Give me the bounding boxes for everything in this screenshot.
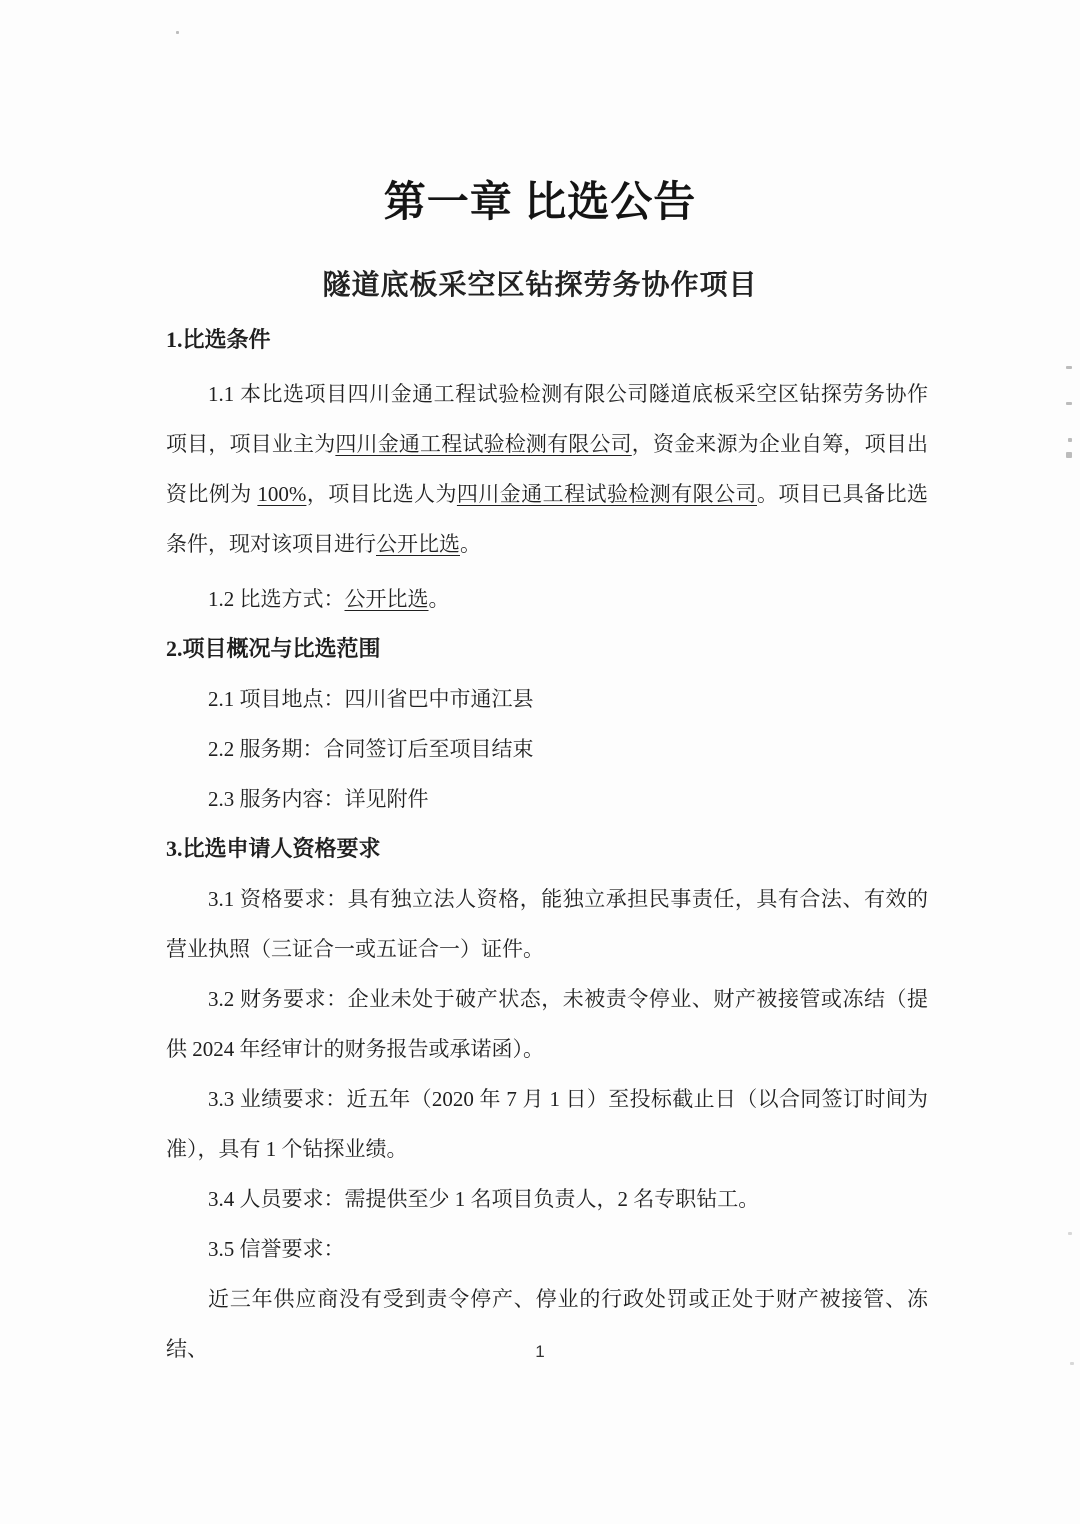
clause-1-1-text: 。项目已具备比选条件，现对该项目进行 — [166, 482, 929, 556]
clause-1-2-text: 。 — [428, 587, 450, 611]
document-body — [166, 315, 928, 1374]
chapter-title: 第一章 比选公告 — [383, 180, 697, 226]
owner-company-underlined: 四川金通工程试验检测有限公司 — [335, 432, 632, 456]
clause-3-4: 3.4 人员要求：需提供至少 1 名项目负责人，2 名专职钻工。 — [208, 1187, 760, 1211]
clause-1-2 — [166, 574, 928, 624]
open-selection-underlined: 公开比选 — [376, 532, 460, 556]
clause-1-1-text: ，资金来源为企业自筹，项目出资比例为 — [166, 432, 929, 506]
clause-1-1 — [166, 369, 928, 569]
scan-artifact — [1068, 438, 1072, 442]
funding-ratio-underlined: 100% — [257, 482, 307, 506]
section-3-heading: 3.比选申请人资格要求 — [166, 836, 381, 861]
clause-1-1-text: 1.1 本比选项目四川金通工程试验检测有限公司隧道底板采空区钻探劳务协作项目，项目业主为 — [166, 382, 928, 456]
clause-3-3: 3.3 业绩要求：近五年（2020 年 7 月 1 日）至投标截止日（以合同签订时间为准），具有 1 个钻探业绩。 — [166, 1087, 928, 1161]
scan-artifact — [1068, 1232, 1072, 1235]
selector-company-underlined: 四川金通工程试验检测有限公司 — [456, 482, 757, 506]
scan-artifact — [1070, 1362, 1074, 1365]
selection-method-underlined: 公开比选 — [344, 587, 429, 611]
section-2-heading: 2.项目概况与比选范围 — [166, 636, 381, 661]
clause-3-2: 3.2 财务要求：企业未处于破产状态，未被责令停业、财产被接管或冻结（提供 2024 年经审计的财务报告或承诺函）。 — [166, 987, 928, 1061]
project-subtitle: 隧道底板采空区钻探劳务协作项目 — [322, 270, 758, 301]
scan-artifact — [1066, 402, 1072, 405]
scan-artifact — [1066, 452, 1072, 458]
clause-3-5: 3.5 信誉要求： — [208, 1237, 345, 1261]
clause-2-3: 2.3 服务内容：详见附件 — [208, 787, 429, 811]
clause-1-1-text: ，项目比选人为 — [306, 482, 457, 506]
clause-3-1: 3.1 资格要求：具有独立法人资格，能独立承担民事责任，具有合法、有效的营业执照（三证合一或五证合一）证件。 — [166, 887, 928, 961]
clause-2-1: 2.1 项目地点：四川省巴中市通江县 — [208, 687, 534, 711]
clause-3-5-continuation: 近三年供应商没有受到责令停产、停业的行政处罚或正处于财产被接管、冻结、 — [166, 1287, 928, 1361]
clause-1-2-text: 1.2 比选方式： — [208, 587, 345, 611]
section-1-heading: 1.比选条件 — [166, 327, 271, 352]
page-number: 1 — [535, 1342, 545, 1361]
scan-artifact — [1066, 366, 1072, 369]
scan-artifact — [176, 31, 179, 34]
clause-1-1-text: 。 — [460, 532, 481, 556]
clause-2-2: 2.2 服务期：合同签订后至项目结束 — [208, 737, 534, 761]
